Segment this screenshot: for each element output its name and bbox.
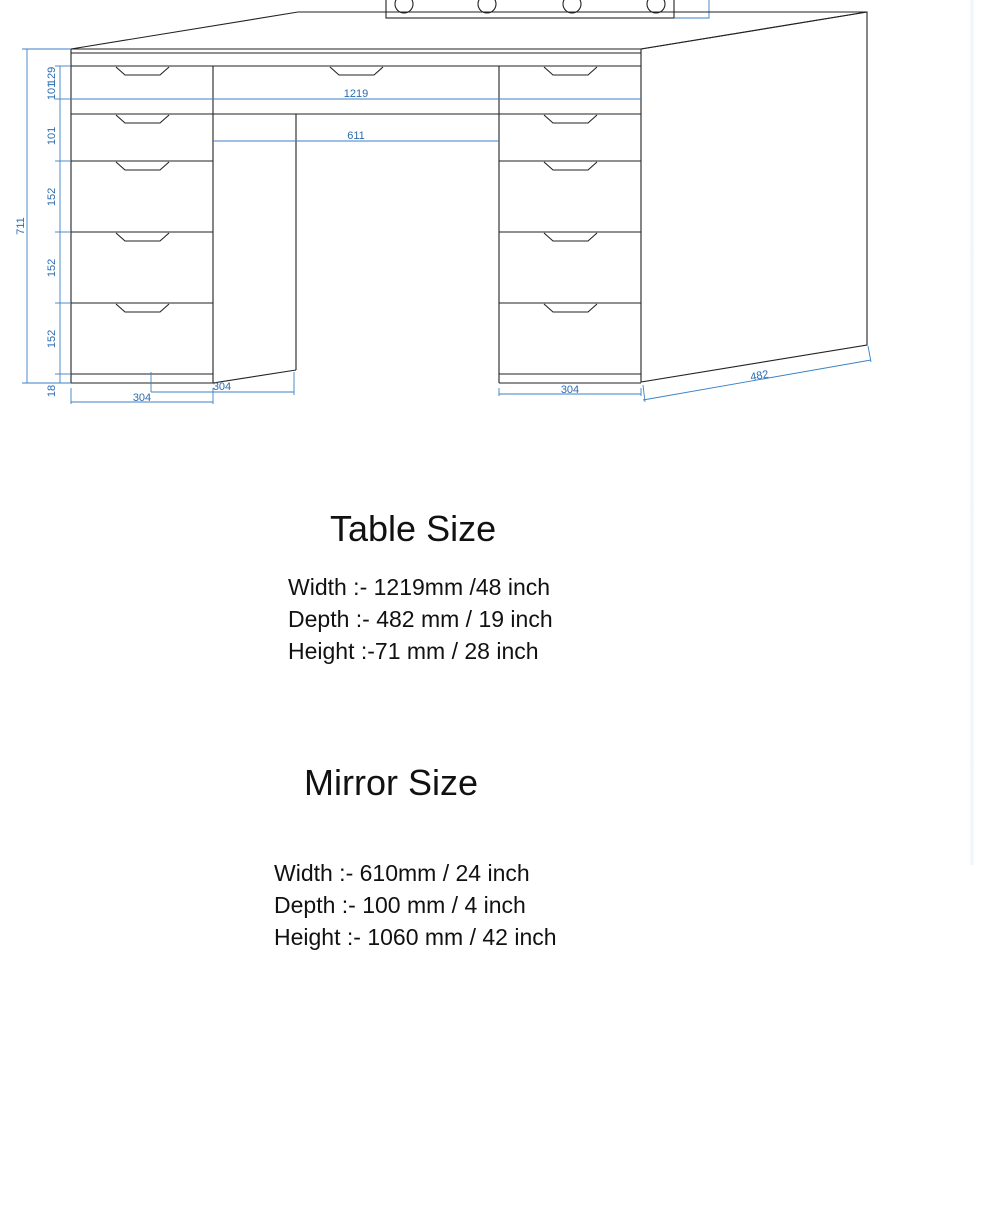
dim-drawer-5: 152 (46, 329, 58, 349)
drawer-handle-icon (116, 233, 169, 241)
table-height-text: Height :-71 mm / 28 inch (288, 638, 539, 664)
drawer-handle-icon (116, 162, 169, 170)
drawer-handles (116, 67, 597, 312)
desk-technical-drawing (0, 0, 994, 420)
dim-second-drawer-right: 101 (46, 126, 58, 146)
dim-total-height: 711 (15, 217, 27, 235)
page-edge-shadow (969, 0, 975, 865)
mirror-bulb-icon (647, 0, 665, 13)
mirror-stand (386, 0, 709, 18)
dim-drawer-3: 152 (46, 187, 58, 207)
dim-knee-width: 611 (347, 130, 365, 142)
drawer-handle-icon (116, 115, 169, 123)
mirror-size-specs (274, 857, 557, 953)
dim-plinth: 18 (46, 384, 58, 398)
desk-side-panel (641, 12, 867, 382)
drawer-handle-icon (544, 233, 597, 241)
drawer-handle-icon (544, 67, 597, 75)
drawer-handle-icon (544, 115, 597, 123)
table-width-text: Width :- 1219mm /48 inch (288, 574, 551, 600)
left-drawer-stack (71, 114, 213, 383)
dim-right-base-width: 304 (560, 384, 580, 396)
dimension-annotations (15, 49, 871, 404)
table-depth-text: Depth :- 482 mm / 19 inch (288, 606, 553, 632)
drawer-handle-icon (544, 304, 597, 312)
drawer-handle-icon (116, 67, 169, 75)
mirror-bulb-icon (395, 0, 413, 13)
table-size-title: Table Size (330, 508, 497, 549)
dim-left-side-depth: 304 (212, 381, 232, 393)
dim-drawer-4: 152 (46, 258, 58, 278)
drawer-handle-icon (116, 304, 169, 312)
drawer-handle-icon (330, 67, 383, 75)
dim-side-depth: 482 (749, 368, 770, 384)
mirror-height-text: Height :- 1060 mm / 42 inch (274, 924, 557, 950)
mirror-width-text: Width :- 610mm / 24 inch (274, 860, 530, 886)
dim-second-drawer-left: 101 (46, 81, 58, 101)
dim-left-base-width: 304 (132, 392, 152, 404)
table-size-specs (288, 571, 553, 667)
mirror-bulb-icon (563, 0, 581, 13)
mirror-bulb-icon (478, 0, 496, 13)
dim-overall-width: 1219 (343, 88, 369, 100)
right-drawer-stack (499, 114, 641, 383)
mirror-depth-text: Depth :- 100 mm / 4 inch (274, 892, 526, 918)
drawer-handle-icon (544, 162, 597, 170)
mirror-size-title: Mirror Size (304, 762, 479, 803)
dim-top-drawer: 129 (46, 66, 58, 86)
